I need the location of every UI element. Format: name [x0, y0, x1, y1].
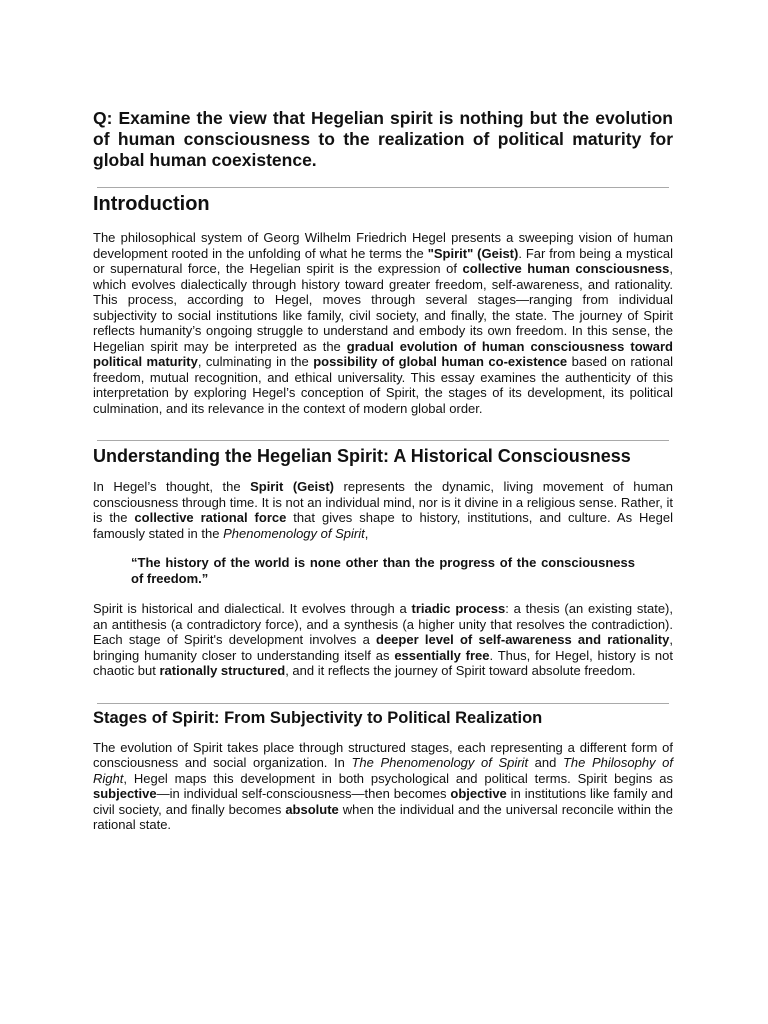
introduction-heading: Introduction — [93, 193, 210, 215]
stages-paragraph: The evolution of Spirit takes place through structured stages, each representing a different form of consciousness and social organization. In The Phenomenology of Spirit and The Philosophy of Right, Hegel maps this development in both psychological and political terms. Spirit begins as subjective—in individual self-consciousness—then becomes objective in institutions like family and civil society, and finally becomes absolute when the individual and the universal reconcile within the rational state. — [93, 739, 673, 832]
understanding-heading: Understanding the Hegelian Spirit: A Historical Consciousness — [93, 446, 631, 466]
dialectic-paragraph: Spirit is historical and dialectical. It evolves through a triadic process: a thesis (an existing state), an antithesis (a contradictory force), and a synthesis (a higher unity that resolves the contradiction). Each stage of Spirit's development involves a deeper level of self-awareness and rationality, bringing humanity closer to understanding itself as essentially free. Thus, for Hegel, history is not chaotic but rationally structured, and it reflects the journey of Spirit toward absolute freedom. — [93, 601, 673, 678]
understanding-paragraph: In Hegel’s thought, the Spirit (Geist) represents the dynamic, living movement of human consciousness through time. It is not an individual mind, nor is it divine in a religious sense. Rather, it is the collective rational force that gives shape to history, institutions, and culture. As Hegel famously stated in the Phenomenology of Spirit, — [93, 479, 674, 541]
stages-heading: Stages of Spirit: From Subjectivity to Political Realization — [93, 708, 543, 727]
introduction-paragraph: The philosophical system of Georg Wilhelm Friedrich Hegel presents a sweeping vision of human development rooted in the unfolding of what he terms the "Spirit" (Geist). Far from being a mystical or supernatural force, the Hegelian spirit is the expression of collective human consciousness, which evolves dialectically through history toward greater freedom, self-awareness, and rationality. This process, according to Hegel, moves through several stages—ranging from individual subjectivity to social institutions like family, civil society, and finally, the state. The journey of Spirit reflects humanity’s ongoing struggle to understand and embody its own freedom. In this sense, the Hegelian spirit may be interpreted as the gradual evolution of human consciousness toward political maturity, culminating in the possibility of global human co-existence based on rational freedom, mutual recognition, and ethical universality. This essay examines the authenticity of this interpretation by exploring Hegel’s conception of Spirit, the stages of its development, its political culmination, and its relevance in the context of modern global order. — [93, 230, 673, 416]
hegel-quote: “The history of the world is none other than the progress of the consciousness of freedom.” — [131, 555, 635, 586]
question-heading: Q: Examine the view that Hegelian spirit is nothing but the evolution of human consciousness to the realization of political maturity for global human coexistence. — [93, 108, 673, 170]
document-page — [93, 108, 673, 833]
